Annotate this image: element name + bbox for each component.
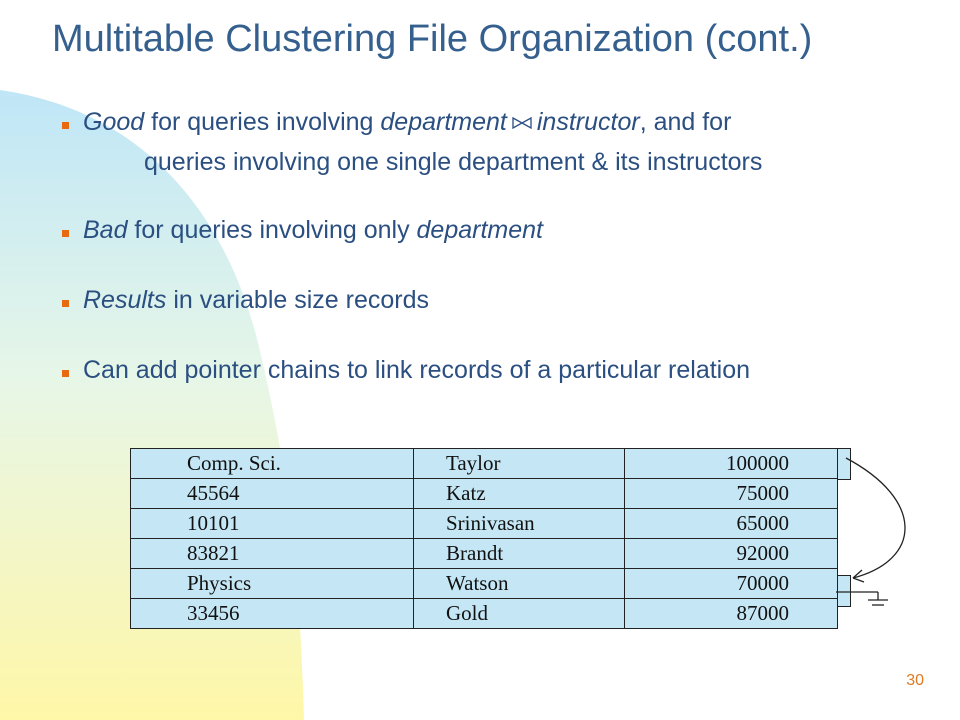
cell: 75000 xyxy=(625,479,838,509)
clustered-records-table xyxy=(130,448,838,629)
bullet-marker xyxy=(62,370,69,377)
text-fragment: in variable size records xyxy=(166,286,429,314)
bullet-text-line2: queries involving one single department & its instructors xyxy=(144,148,763,176)
text-fragment: , and for xyxy=(639,108,732,136)
cell: 33456 xyxy=(131,599,414,629)
bullet-marker xyxy=(62,300,69,307)
emph-results: Results xyxy=(83,286,167,314)
cell: 10101 xyxy=(131,509,414,539)
cell: Brandt xyxy=(414,539,625,569)
text-fragment: for queries involving xyxy=(144,108,381,136)
bullet-text xyxy=(83,212,543,248)
cell: 92000 xyxy=(625,539,838,569)
cell: Taylor xyxy=(414,449,625,479)
table-row xyxy=(131,569,838,599)
table-row xyxy=(131,449,838,479)
cell: 45564 xyxy=(131,479,414,509)
cell: 87000 xyxy=(625,599,838,629)
table-row xyxy=(131,509,838,539)
text-fragment: for queries involving only xyxy=(127,216,417,244)
cell: Watson xyxy=(414,569,625,599)
emph-department: department xyxy=(416,216,543,244)
cell: 70000 xyxy=(625,569,838,599)
cell: Physics xyxy=(131,569,414,599)
emph-instructor: instructor xyxy=(536,108,640,136)
table-row xyxy=(131,539,838,569)
emph-department: department xyxy=(380,108,507,136)
natural-join-icon xyxy=(511,116,533,130)
table-row xyxy=(131,599,838,629)
slide-number: 30 xyxy=(906,672,924,689)
cell: 65000 xyxy=(625,509,838,539)
table-row xyxy=(131,479,838,509)
cell: Gold xyxy=(414,599,625,629)
bullet-text xyxy=(83,104,731,140)
emph-good: Good xyxy=(83,108,145,136)
bullet-text xyxy=(83,282,429,318)
cell: Srinivasan xyxy=(414,509,625,539)
cell: 83821 xyxy=(131,539,414,569)
slide-title: Multitable Clustering File Organization (cont.) xyxy=(52,18,813,60)
bullet-marker xyxy=(62,230,69,237)
cell: Comp. Sci. xyxy=(131,449,414,479)
emph-bad: Bad xyxy=(83,216,128,244)
bullet-text: Can add pointer chains to link records of a particular relation xyxy=(83,356,751,384)
cell: 100000 xyxy=(625,449,838,479)
cell: Katz xyxy=(414,479,625,509)
bullet-marker xyxy=(62,122,69,129)
